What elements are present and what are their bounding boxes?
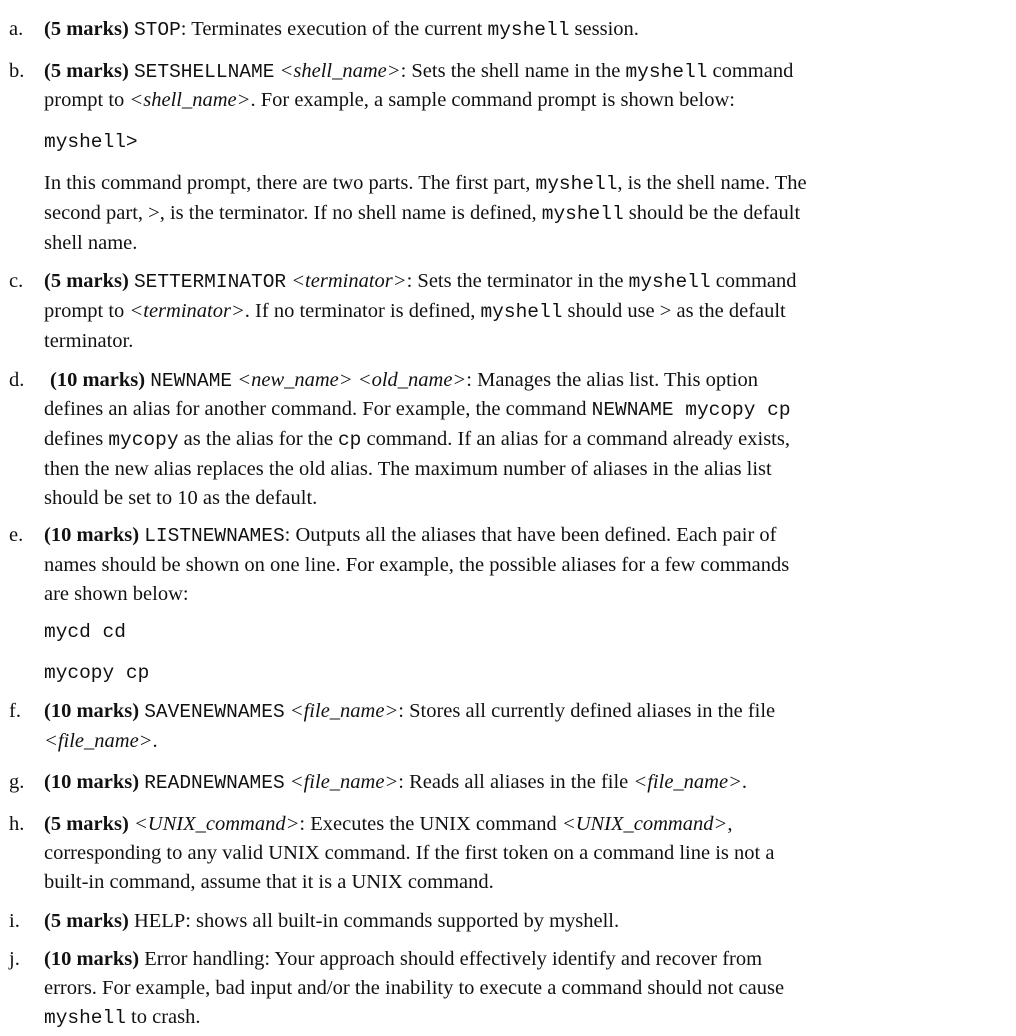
shell-name: myshell	[625, 61, 708, 83]
marks: (5 marks)	[44, 813, 129, 835]
text: : Manages the alias list. This option	[466, 369, 758, 391]
text: prompt to	[44, 300, 130, 322]
text: session.	[569, 18, 639, 40]
text: : Sets the terminator in the	[406, 270, 629, 292]
shell-name: myshell	[480, 301, 563, 323]
text: , is the shell name. The	[617, 172, 807, 194]
argument: <terminator>	[291, 270, 407, 292]
shell-name: myshell	[487, 19, 570, 41]
marks: (10 marks)	[50, 369, 146, 391]
marks: (10 marks)	[44, 771, 140, 793]
code-example: cp	[337, 429, 362, 451]
text: .	[741, 771, 748, 793]
text: shell name.	[44, 232, 138, 254]
text: : Stores all currently defined aliases in the file	[398, 700, 776, 722]
text: HELP: shows all built-in commands supported by myshell.	[128, 910, 620, 932]
command-name: SAVENEWNAMES	[144, 701, 285, 723]
code-example: mycopy	[108, 429, 179, 451]
argument: <file_name>	[44, 730, 153, 752]
item-letter: b.	[9, 60, 25, 82]
shell-name: myshell	[535, 173, 618, 195]
text: are shown below:	[44, 583, 189, 605]
text: . If no terminator is defined,	[244, 300, 481, 322]
argument: <UNIX_command>	[133, 813, 300, 835]
text: command	[707, 60, 794, 82]
text: ,	[727, 813, 733, 835]
item-letter: e.	[9, 524, 24, 546]
text: : Outputs all the aliases that have been defined. Each pair of	[284, 524, 777, 546]
text: then the new alias replaces the old alias. The maximum number of aliases in the alias list	[44, 458, 772, 480]
argument: <file_name>	[633, 771, 742, 793]
text: prompt to	[44, 89, 130, 111]
text: should be set to 10 as the default.	[44, 487, 318, 509]
text: Error handling: Your approach should effectively identify and recover from	[139, 948, 763, 970]
argument: <file_name>	[289, 700, 399, 722]
marks: (10 marks)	[44, 948, 140, 970]
marks: (10 marks)	[44, 524, 140, 546]
argument: <terminator>	[129, 300, 245, 322]
marks: (5 marks)	[44, 910, 129, 932]
item-letter: c.	[9, 270, 24, 292]
text: to crash.	[125, 1006, 201, 1028]
argument: <shell_name>	[279, 60, 401, 82]
text: command	[710, 270, 797, 292]
argument: <UNIX_command>	[561, 813, 728, 835]
text: should use > as the default	[562, 300, 786, 322]
item-letter: h.	[9, 813, 25, 835]
command-name: NEWNAME	[150, 370, 233, 392]
example-alias: mycopy cp	[44, 662, 150, 684]
item-letter: g.	[9, 771, 25, 793]
shell-name: myshell	[628, 271, 711, 293]
text: corresponding to any valid UNIX command. If the first token on a command line is not a	[44, 842, 775, 864]
code-example: NEWNAME mycopy cp	[591, 399, 791, 421]
text: : Terminates execution of the current	[180, 18, 488, 40]
argument: <shell_name>	[129, 89, 251, 111]
command-name: LISTNEWNAMES	[144, 525, 285, 547]
text: : Executes the UNIX command	[299, 813, 562, 835]
text: . For example, a sample command prompt is shown below:	[250, 89, 735, 111]
item-letter: a.	[9, 18, 24, 40]
explanation	[44, 169, 974, 258]
shell-name: myshell	[44, 1007, 126, 1029]
text: should be the default	[623, 202, 801, 224]
text: built-in command, assume that it is a UNIX command.	[44, 871, 494, 893]
text: as the alias for the	[178, 428, 338, 450]
argument: <new_name>	[237, 369, 353, 391]
text: defines an alias for another command. For example, the command	[44, 398, 592, 420]
text: command. If an alias for a command already exists,	[361, 428, 790, 450]
marks: (5 marks)	[44, 18, 129, 40]
text: terminator.	[44, 330, 134, 352]
marks: (5 marks)	[44, 60, 129, 82]
item-letter: j.	[9, 948, 20, 970]
text: In this command prompt, there are two parts. The first part,	[44, 172, 536, 194]
command-name: READNEWNAMES	[144, 772, 285, 794]
command-name: SETTERMINATOR	[133, 271, 287, 293]
argument: <old_name>	[357, 369, 467, 391]
text: : Sets the shell name in the	[400, 60, 626, 82]
text: second part, >, is the terminator. If no shell name is defined,	[44, 202, 542, 224]
text: names should be shown on one line. For example, the possible aliases for a few commands	[44, 554, 790, 576]
text: defines	[44, 428, 109, 450]
item-letter: i.	[9, 910, 20, 932]
example-prompt: myshell>	[44, 131, 138, 153]
text: errors. For example, bad input and/or the inability to execute a command should not cause	[44, 977, 785, 999]
argument: <file_name>	[289, 771, 399, 793]
item-letter: d.	[9, 369, 25, 391]
command-name: SETSHELLNAME	[133, 61, 275, 83]
example-alias: mycd cd	[44, 621, 126, 643]
marks: (5 marks)	[44, 270, 129, 292]
item-letter: f.	[9, 700, 21, 722]
shell-name: myshell	[541, 203, 624, 225]
text: : Reads all aliases in the file	[398, 771, 634, 793]
marks: (10 marks)	[44, 700, 140, 722]
text: .	[152, 730, 158, 752]
command-name: STOP	[133, 19, 181, 41]
